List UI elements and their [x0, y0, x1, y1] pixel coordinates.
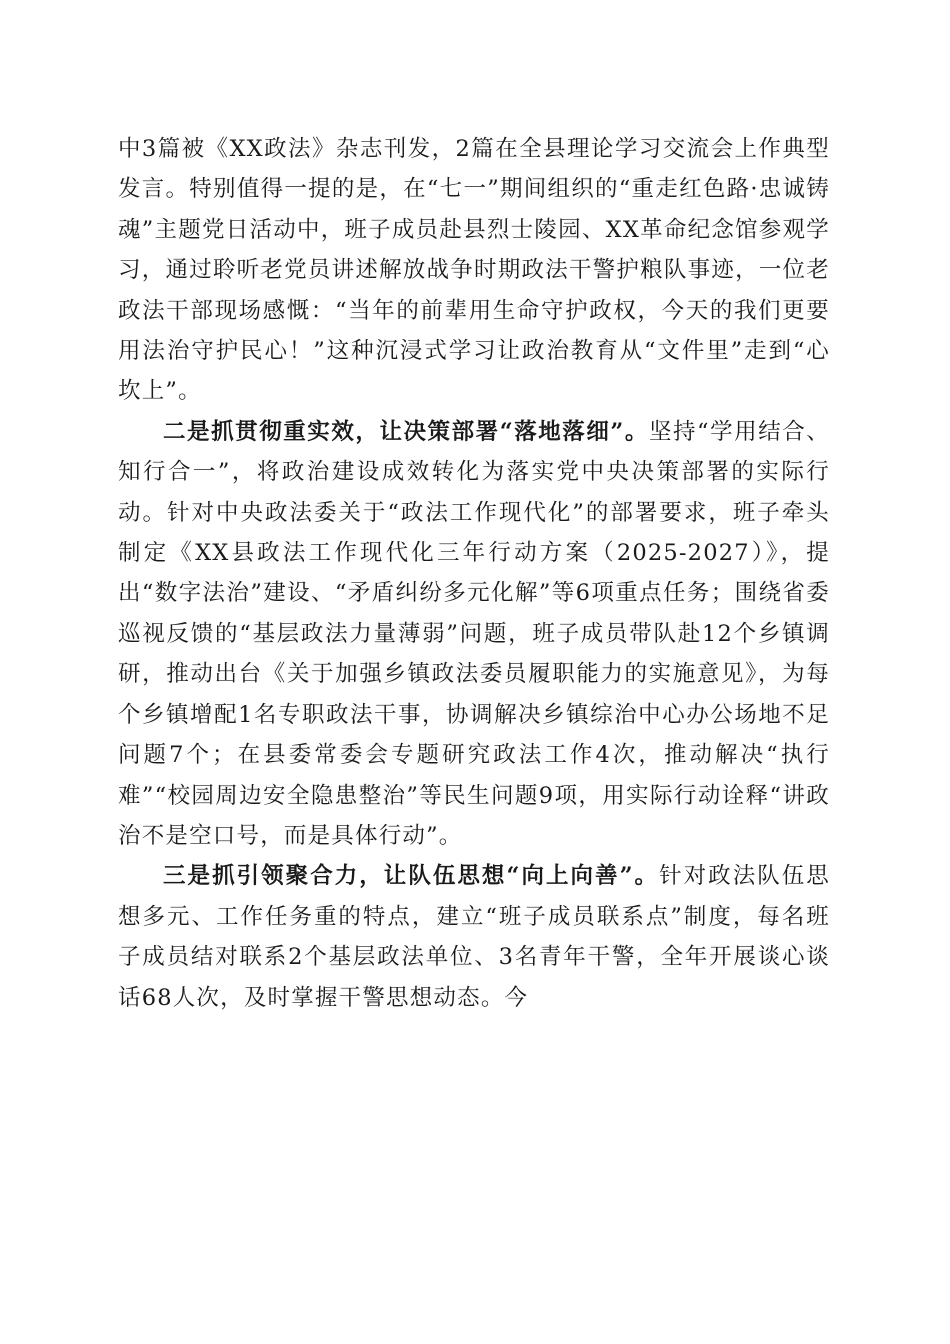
- paragraph-text: 坚持“学用结合、知行合一”，将政治建设成效转化为落实党中央决策部署的实际行动。针对中央政法委关于“政法工作现代化”的部署要求，班子牵头制定《XX县政法工作现代化三年行动方案（2025-2027）》，提出“数字法治”建设、“矛盾纠纷多元化解”等6项重点任务；围绕省委巡视反馈的“基层政法力量薄弱”问题，班子成员带队赴12个乡镇调研，推动出台《关于加强乡镇政法委员履职能力的实施意见》，为每个乡镇增配1名专职政法干事，协调解决乡镇综治中心办公场地不足问题7个；在县委常委会专题研究政法工作4次，推动解决“执行难”“校园周边安全隐患整治”等民生问题9项，用实际行动诠释“讲政治不是空口号，而是具体行动”。: [118, 418, 830, 849]
- document-body: [118, 129, 830, 1018]
- paragraph-three: [118, 856, 830, 1018]
- paragraph-heading: 三是抓引领聚合力，让队伍思想“向上向善”。: [163, 863, 660, 890]
- paragraph-continuation: [118, 129, 830, 412]
- paragraph-heading: 二是抓贯彻重实效，让决策部署“落地落细”。: [163, 418, 649, 445]
- paragraph-two: [118, 412, 830, 856]
- paragraph-text: 中3篇被《XX政法》杂志刊发，2篇在全县理论学习交流会上作典型发言。特别值得一提的是，在“七一”期间组织的“重走红色路·忠诚铸魂”主题党日活动中，班子成员赴县烈士陵园、XX革命纪念馆参观学习，通过聆听老党员讲述解放战争时期政法干警护粮队事迹，一位老政法干部现场感慨：“当年的前辈用生命守护政权，今天的我们更要用法治守护民心！”这种沉浸式学习让政治教育从“文件里”走到“心坎上”。: [118, 136, 830, 405]
- paragraph-text: 针对政法队伍思想多元、工作任务重的特点，建立“班子成员联系点”制度，每名班子成员结对联系2个基层政法单位、3名青年干警，全年开展谈心谈话68人次，及时掌握干警思想动态。今: [118, 863, 830, 1011]
